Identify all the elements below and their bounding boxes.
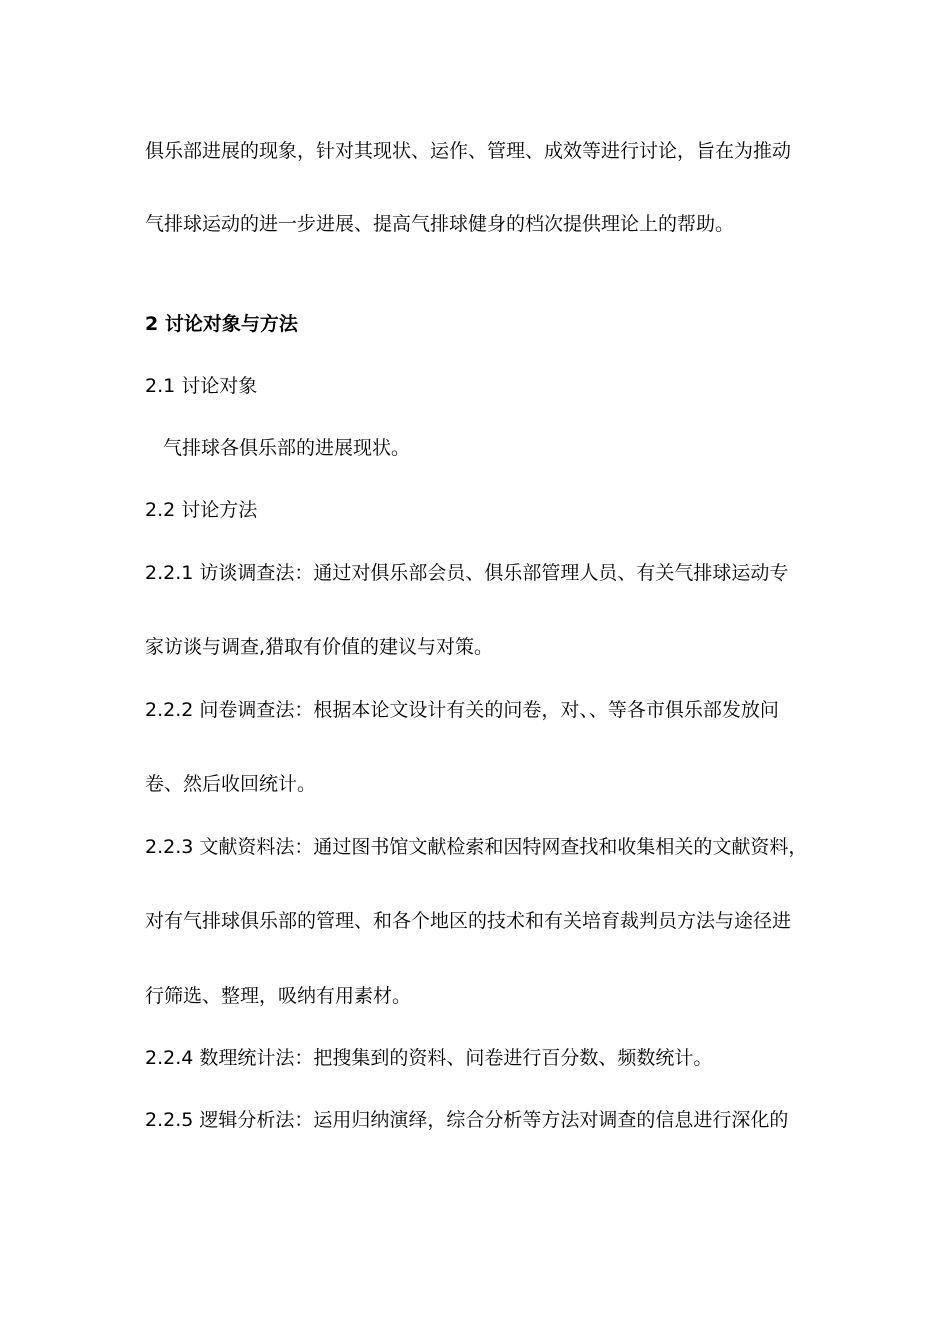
method-2-2-5-line-1: 2.2.5 逻辑分析法：运用归纳演绎，综合分析等方法对调查的信息进行深化的: [145, 1109, 789, 1131]
method-2-2-3-line-3: 行筛选、整理，吸纳有用素材。: [145, 985, 412, 1007]
method-2-2-2-line-2: 卷、然后收回统计。: [145, 773, 317, 795]
intro-line-2: 气排球运动的进一步进展、提高气排球健身的档次提供理论上的帮助。: [145, 213, 735, 235]
method-2-2-2-line-1: 2.2.2 问卷调查法：根据本论文设计有关的问卷，对、、等各市俱乐部发放问: [145, 699, 779, 721]
section-2-1-text: 气排球各俱乐部的进展现状。: [163, 437, 411, 459]
method-2-2-3-line-1: 2.2.3 文献资料法：通过图书馆文献检索和因特网查找和收集相关的文献资料，: [145, 836, 808, 858]
section-2-1-heading: 2.1 讨论对象: [145, 375, 258, 397]
method-2-2-3-line-2: 对有气排球俱乐部的管理、和各个地区的技术和有关培育裁判员方法与途径进: [145, 910, 792, 932]
section-2-2-heading: 2.2 讨论方法: [145, 499, 258, 521]
intro-line-1: 俱乐部进展的现象，针对其现状、运作、管理、成效等进行讨论，旨在为推动: [145, 140, 792, 162]
method-2-2-1-line-1: 2.2.1 访谈调查法：通过对俱乐部会员、俱乐部管理人员、有关气排球运动专: [145, 562, 789, 584]
method-2-2-4-line-1: 2.2.4 数理统计法：把搜集到的资料、问卷进行百分数、频数统计。: [145, 1047, 713, 1069]
section-2-heading: 2 讨论对象与方法: [145, 313, 298, 335]
method-2-2-1-line-2: 家访谈与调查,猎取有价值的建议与对策。: [145, 636, 494, 658]
